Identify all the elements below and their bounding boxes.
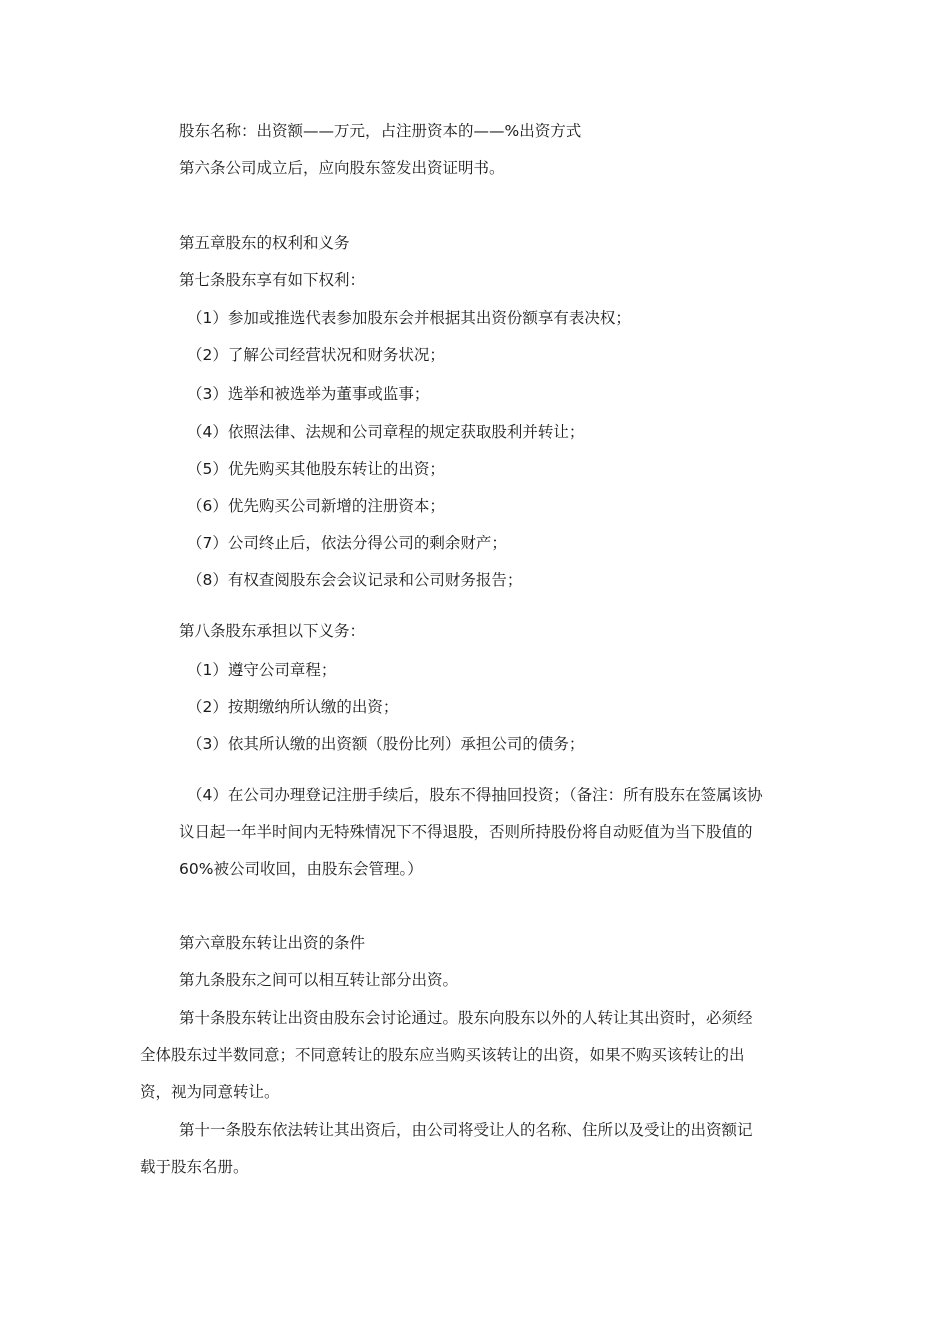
chapter-5-title: 第五章股东的权利和义务 (179, 234, 350, 252)
right-item-5: （5）优先购买其他股东转让的出资； (187, 460, 445, 478)
duty-item-2: （2）按期缴纳所认缴的出资； (187, 698, 399, 716)
article-11-line-1: 第十一条股东依法转让其出资后，由公司将受让人的名称、住所以及受让的出资额记 (179, 1121, 753, 1139)
article-10-line-2: 全体股东过半数同意；不同意转让的股东应当购买该转让的出资，如果不购买该转让的出 (140, 1046, 745, 1064)
article-11-line-2: 载于股东名册。 (140, 1158, 249, 1176)
right-item-1: （1）参加或推选代表参加股东会并根据其出资份额享有表决权； (187, 309, 631, 327)
duty-item-4-line-3: 60%被公司收回，由股东会管理。） (179, 860, 423, 878)
article-9: 第九条股东之间可以相互转让部分出资。 (179, 971, 459, 989)
article-8: 第八条股东承担以下义务： (179, 622, 366, 640)
right-item-8: （8）有权查阅股东会会议记录和公司财务报告； (187, 571, 523, 589)
article-7: 第七条股东享有如下权利： (179, 271, 366, 289)
article-10-line-3: 资，视为同意转让。 (140, 1083, 280, 1101)
chapter-6-title: 第六章股东转让出资的条件 (179, 934, 366, 952)
article-10-line-1: 第十条股东转让出资由股东会讨论通过。股东向股东以外的人转让其出资时，必须经 (179, 1009, 753, 1027)
duty-item-4-line-1: （4）在公司办理登记注册手续后，股东不得抽回投资；（备注：所有股东在签属该协 (187, 786, 763, 804)
right-item-4: （4）依照法律、法规和公司章程的规定获取股利并转让； (187, 423, 585, 441)
duty-item-1: （1）遵守公司章程； (187, 661, 337, 679)
duty-item-4-line-2: 议日起一年半时间内无特殊情况下不得退股，否则所持股份将自动贬值为当下股值的 (179, 823, 753, 841)
article-6: 第六条公司成立后，应向股东签发出资证明书。 (179, 159, 505, 177)
duty-item-3: （3）依其所认缴的出资额（股份比列）承担公司的债务； (187, 735, 585, 753)
right-item-2: （2）了解公司经营状况和财务状况； (187, 346, 445, 364)
right-item-7: （7）公司终止后，依法分得公司的剩余财产； (187, 534, 507, 552)
right-item-3: （3）选举和被选举为董事或监事； (187, 385, 430, 403)
shareholder-line: 股东名称：出资额——万元，占注册资本的——%出资方式 (179, 122, 582, 140)
right-item-6: （6）优先购买公司新增的注册资本； (187, 497, 445, 515)
